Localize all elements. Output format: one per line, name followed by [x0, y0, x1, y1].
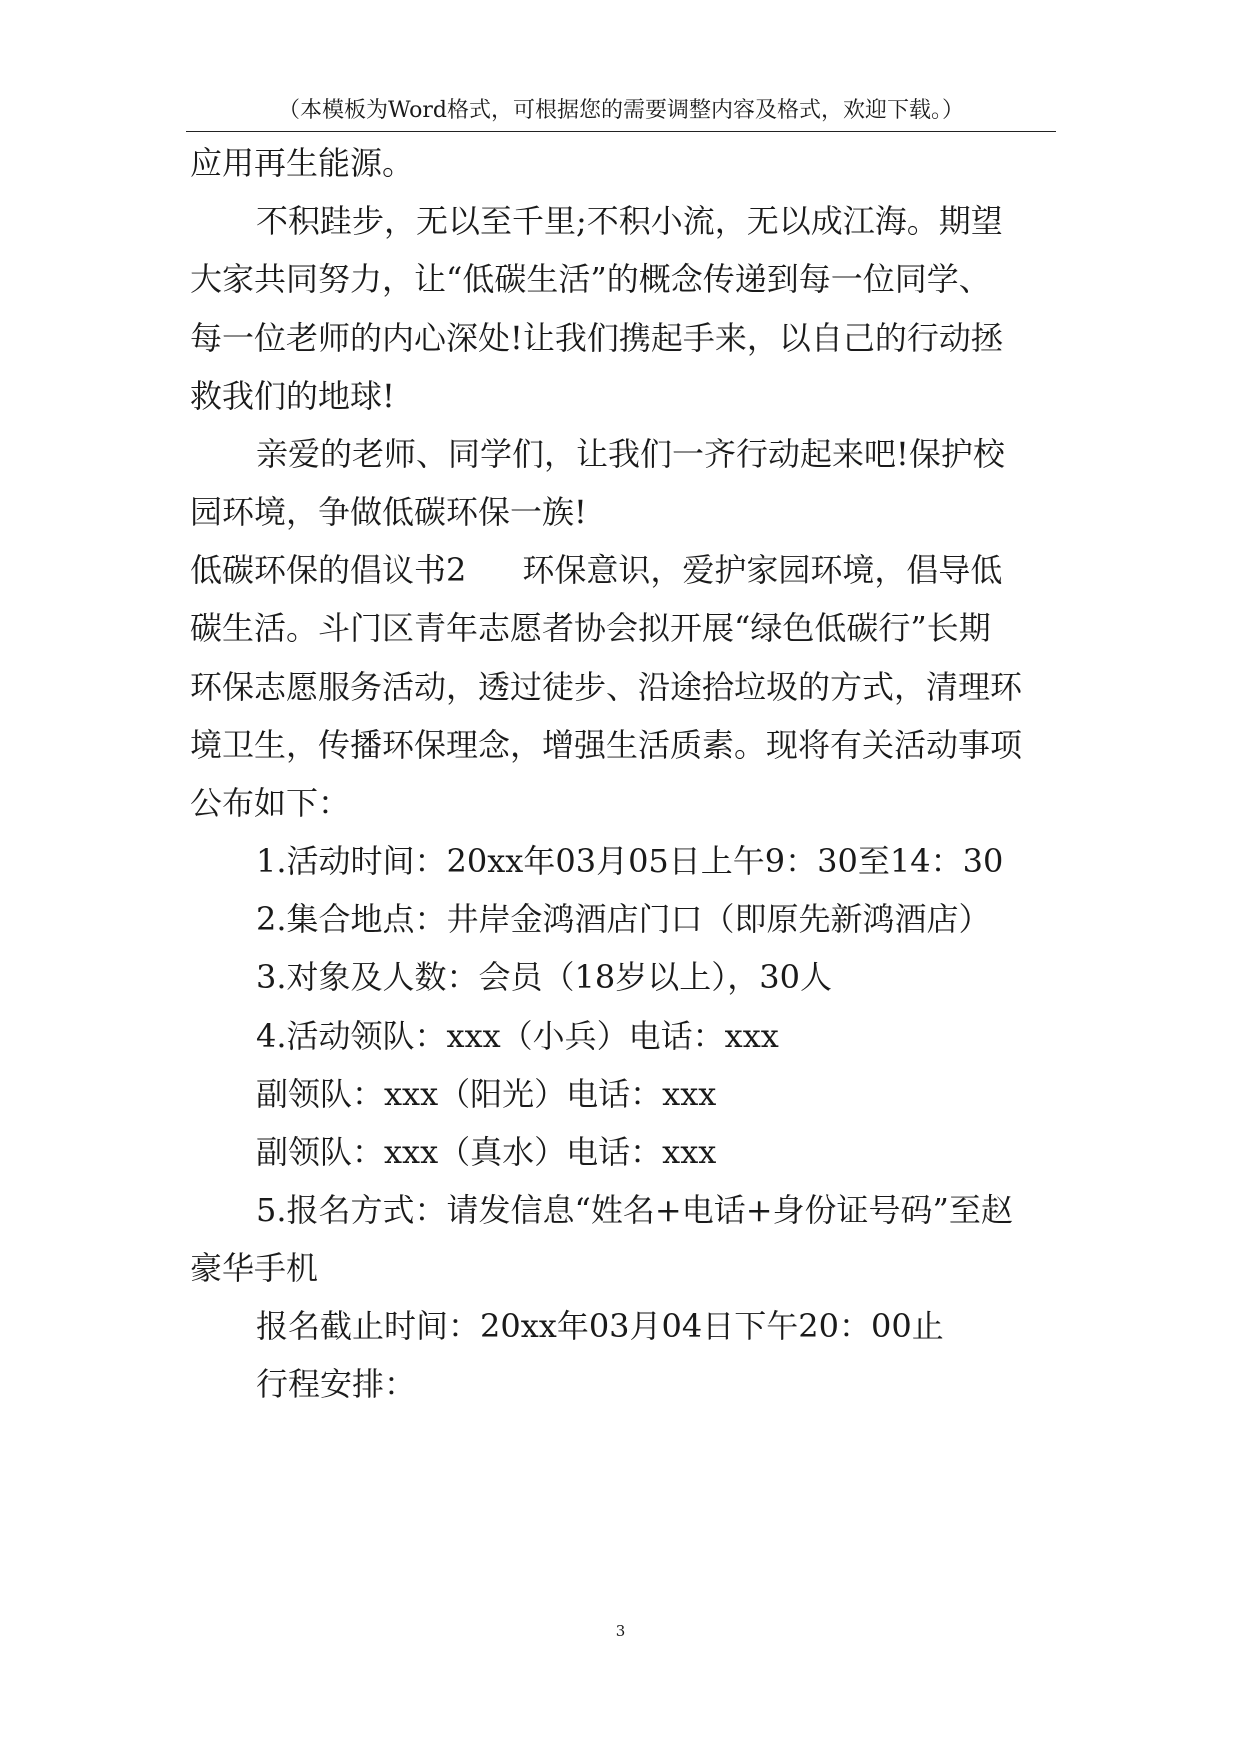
header-divider	[186, 131, 1056, 132]
page-number: 3	[615, 1622, 626, 1640]
list-item: 副领队：xxx（真水）电话：xxx	[256, 1133, 717, 1171]
list-item: 2.集合地点：井岸金鸿酒店门口（即原先新鸿酒店）	[256, 900, 991, 938]
body-text-continued: 环保意识，爱护家园环境，倡导低	[522, 551, 1003, 589]
template-notice: （本模板为Word格式，可根据您的需要调整内容及格式，欢迎下载。）	[278, 98, 964, 123]
body-line: 不积跬步，无以至千里;不积小流，无以成江海。期望	[256, 202, 1003, 240]
body-line: 境卫生，传播环保理念，增强生活质素。现将有关活动事项	[190, 726, 1023, 764]
section-heading: 低碳环保的倡议书2	[190, 551, 467, 589]
list-item: 5.报名方式：请发信息“姓名+电话+身份证号码”至赵	[256, 1191, 1013, 1229]
body-line: 园环境，争做低碳环保一族!	[190, 493, 587, 531]
body-line: 豪华手机	[190, 1249, 319, 1287]
body-line: 大家共同努力，让“低碳生活”的概念传递到每一位同学、	[190, 260, 991, 298]
body-line: 每一位老师的内心深处!让我们携起手来，以自己的行动拯	[190, 319, 1003, 357]
body-line: 应用再生能源。	[190, 144, 415, 182]
section-heading-line	[190, 550, 1002, 590]
body-line: 救我们的地球!	[190, 377, 395, 415]
body-line: 报名截止时间：20xx年03月04日下午20：00止	[256, 1307, 944, 1345]
list-item: 1.活动时间：20xx年03月05日上午9：30至14：30	[256, 842, 1004, 880]
body-line: 公布如下：	[190, 784, 351, 822]
list-item: 3.对象及人数：会员（18岁以上），30人	[256, 958, 832, 996]
list-item: 副领队：xxx（阳光）电话：xxx	[256, 1075, 717, 1113]
body-line: 行程安排：	[256, 1365, 417, 1403]
body-line: 亲爱的老师、同学们，让我们一齐行动起来吧!保护校	[256, 435, 1005, 473]
body-line: 环保志愿服务活动，透过徒步、沿途拾垃圾的方式，清理环	[190, 668, 1023, 706]
body-line: 碳生活。斗门区青年志愿者协会拟开展“绿色低碳行”长期	[190, 609, 991, 647]
list-item: 4.活动领队：xxx（小兵）电话：xxx	[256, 1017, 779, 1055]
